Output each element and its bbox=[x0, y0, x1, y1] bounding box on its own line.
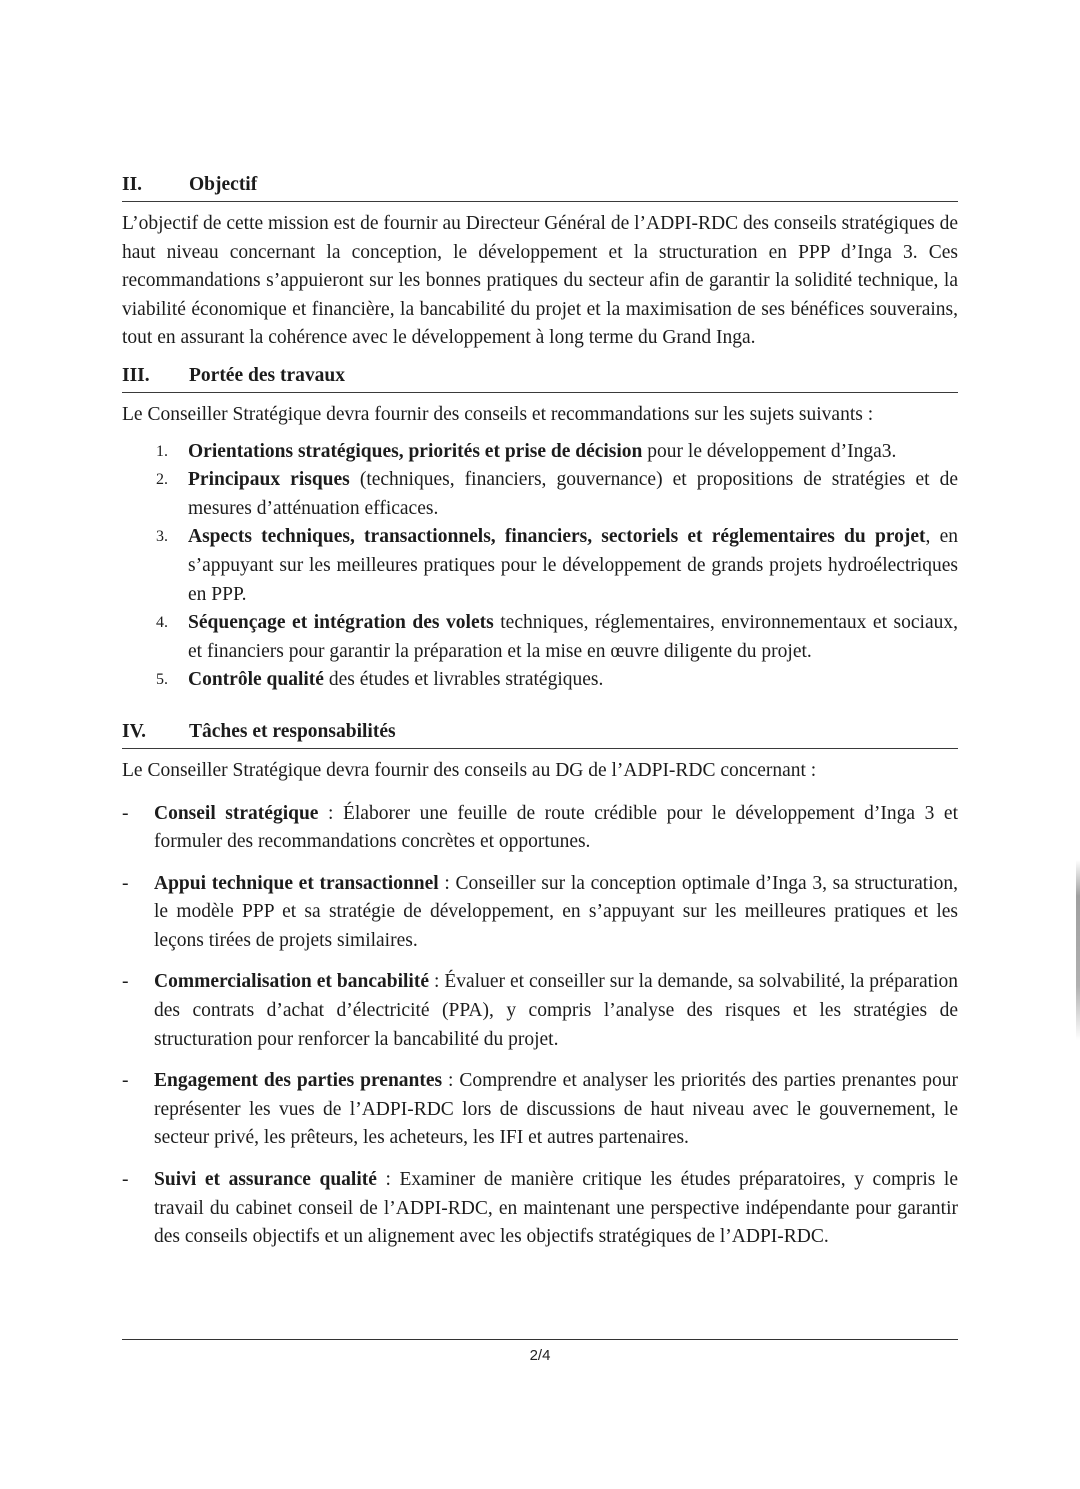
list-item-text: : Évaluer et conseiller sur la demande, sa solvabilité, la préparation des contrats d’achat d’électricité (PPA), y compris l’analyse des risques et les stratégies de structuration pour renforcer la bancabilité du projet. bbox=[154, 971, 958, 1050]
list-item-text: : Élaborer une feuille de route crédible pour le développement d’Inga 3 et formuler des recommandations concrètes et opportunes. bbox=[154, 802, 958, 853]
list-item-bold: Séquençage et intégration des volets bbox=[188, 612, 494, 634]
list-item bbox=[148, 609, 958, 666]
list-item-bold: Appui technique et transactionnel bbox=[154, 872, 439, 894]
list-item-text: techniques, réglementaires, environnementaux et sociaux, et financiers pour garantir la préparation et la mise en œuvre diligente du projet. bbox=[188, 612, 958, 662]
list-item bbox=[148, 666, 958, 695]
list-item bbox=[122, 1067, 958, 1153]
list-number: 1. bbox=[156, 442, 168, 460]
page-content bbox=[122, 172, 958, 1265]
list-item-bold: Conseil stratégique bbox=[154, 802, 319, 824]
section-heading bbox=[122, 719, 958, 749]
list-item-body bbox=[188, 438, 958, 467]
list-item-body bbox=[188, 666, 958, 695]
list-item bbox=[148, 466, 958, 523]
section-title: Portée des travaux bbox=[189, 364, 345, 386]
list-number: 4. bbox=[156, 614, 168, 632]
list-item-body bbox=[188, 466, 958, 523]
list-item bbox=[122, 870, 958, 956]
portee-intro: Le Conseiller Stratégique devra fournir des conseils et recommandations sur les sujets suivants : bbox=[122, 403, 874, 425]
list-item-text: (techniques, financiers, gouvernance) et propositions de stratégies et de mesures d’atténuation efficaces. bbox=[188, 469, 959, 519]
section-number: II. bbox=[122, 174, 143, 195]
dash-bullet: - bbox=[122, 1169, 129, 1191]
dash-bullet: - bbox=[122, 1070, 129, 1092]
section-heading bbox=[122, 363, 958, 393]
list-item bbox=[148, 438, 958, 467]
list-item-bold: Aspects techniques, transactionnels, financiers, sectoriels et réglementaires du projet bbox=[188, 526, 926, 548]
list-item-bold: Principaux risques bbox=[188, 469, 350, 491]
scope-list bbox=[122, 438, 958, 695]
dash-bullet: - bbox=[122, 872, 129, 894]
objectif-paragraph: L’objectif de cette mission est de fournir au Directeur Général de l’ADPI-RDC des conseils stratégiques de haut niveau concernant la conception, le développement et la structuration en PPP d’Inga 3. Ces recommandations s’appuieront sur les bonnes pratiques du secteur afin de garantir la solidité technique, la viabilité économique et financière, la bancabilité du projet et la maximisation de ses bénéfices souverains, tout en assurant la cohérence avec le développement à long terme du Grand Inga. bbox=[122, 213, 958, 349]
taches-intro: Le Conseiller Stratégique devra fournir des conseils au DG de l’ADPI-RDC concernant : bbox=[122, 759, 817, 781]
list-item-text: : Conseiller sur la conception optimale d’Inga 3, sa structuration, le modèle PPP et sa stratégie de développement, en s’appuyant sur les meilleures pratiques et les leçons tirées de projets similaires. bbox=[154, 872, 958, 951]
section-number: III. bbox=[122, 364, 150, 386]
dash-bullet: - bbox=[122, 802, 129, 824]
section-title: Tâches et responsabilités bbox=[189, 720, 396, 742]
list-item-body bbox=[188, 609, 958, 666]
list-number: 5. bbox=[156, 671, 168, 689]
list-item-body bbox=[154, 968, 958, 1054]
list-item-bold: Suivi et assurance qualité bbox=[154, 1169, 377, 1191]
list-item-body bbox=[154, 1166, 958, 1252]
list-item-text: des études et livrables stratégiques. bbox=[323, 669, 604, 691]
list-item-bold: Engagement des parties prenantes bbox=[154, 1070, 443, 1092]
list-item-body bbox=[188, 523, 958, 609]
list-item bbox=[122, 1166, 958, 1252]
section-heading bbox=[122, 172, 958, 202]
list-number: 3. bbox=[156, 528, 168, 546]
list-item-body bbox=[154, 800, 958, 857]
section-portee-des-travaux bbox=[122, 363, 958, 695]
list-item-text: , en s’appuyant sur les meilleures pratiques pour le développement de grands projets hydroélectriques en PPP. bbox=[188, 526, 958, 605]
list-item bbox=[148, 523, 958, 609]
footer-divider bbox=[122, 1339, 958, 1340]
tasks-list bbox=[122, 800, 958, 1252]
section-objectif bbox=[122, 172, 958, 353]
list-item-text: : Examiner de manière critique les études préparatoires, y compris le travail du cabinet conseil de l’ADPI-RDC, en maintenant une perspective indépendante pour garantir des conseils objectifs et un alignement avec les objectifs stratégiques de l’ADPI-RDC. bbox=[154, 1169, 959, 1248]
section-title: Objectif bbox=[189, 174, 258, 195]
section-number: IV. bbox=[122, 720, 147, 742]
list-item bbox=[122, 800, 958, 857]
page-number: 2/4 bbox=[529, 1347, 551, 1364]
list-item-body bbox=[154, 870, 958, 956]
dash-bullet: - bbox=[122, 971, 129, 993]
list-item-bold: Commercialisation et bancabilité bbox=[154, 971, 429, 993]
list-item-text: pour le développement d’Inga3. bbox=[642, 440, 897, 462]
list-item-text: : Comprendre et analyser les priorités des parties prenantes pour représenter les vues de l’ADPI-RDC lors de discussions de haut niveau avec le gouvernement, le secteur privé, les prêteurs, les acheteurs, les IFI et autres partenaires. bbox=[154, 1070, 958, 1149]
list-item bbox=[122, 968, 958, 1054]
list-number: 2. bbox=[156, 471, 168, 489]
list-item-bold: Contrôle qualité bbox=[188, 669, 324, 691]
section-taches-et-responsabilites bbox=[122, 719, 958, 1252]
list-item-bold: Orientations stratégiques, priorités et prise de décision bbox=[188, 440, 643, 462]
list-item-body bbox=[154, 1067, 958, 1153]
scan-edge-shadow bbox=[1076, 860, 1080, 1040]
